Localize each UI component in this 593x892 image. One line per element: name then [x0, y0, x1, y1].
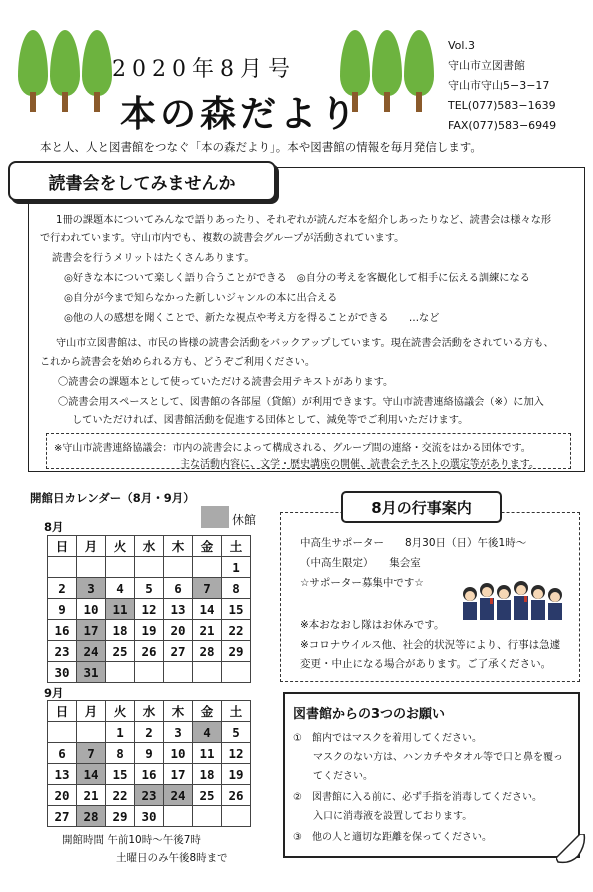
- event-covid-notice: ※コロナウイルス他、社会的状況等により、行事は急遽: [300, 639, 561, 651]
- calendar-week-row: [48, 557, 251, 578]
- book-club-line: 1冊の課題本についてみんなで語りあったり、それぞれが読んだ本を紹介しあったりなど、読書会は様々な形: [56, 215, 552, 226]
- calendar-week-row: [48, 641, 251, 662]
- request-detail: 入口に消毒液を設置しております。: [313, 811, 473, 822]
- august-label: 8月: [44, 520, 64, 534]
- event-recruit: ☆サポーター募集中です☆: [300, 577, 424, 589]
- calendar-day: 17: [164, 764, 193, 785]
- calendar-day: 22: [106, 785, 135, 806]
- calendar-day: 18: [193, 764, 222, 785]
- calendar-title: 開館日カレンダー（8月・9月）: [30, 491, 195, 505]
- calendar-day: 4: [106, 578, 135, 599]
- august-calendar: [47, 535, 251, 683]
- calendar-day: 20: [48, 785, 77, 806]
- calendar-day: 9: [48, 599, 77, 620]
- request-item: ① 館内ではマスクを着用してください。: [293, 733, 482, 744]
- calendar-day: 27: [164, 641, 193, 662]
- weekday-header-row: [48, 701, 251, 722]
- calendar-day: 16: [135, 764, 164, 785]
- association-note: ※守山市読書連絡協議会：市内の読書会によって構成される、グループ間の連絡・交流をはかる団体です。: [54, 443, 531, 454]
- book-club-heading: 読書会をしてみませんか: [8, 161, 276, 201]
- calendar-empty-day: [222, 662, 251, 683]
- page-curl-icon: [556, 834, 586, 864]
- calendar-week-row: [48, 785, 251, 806]
- library-tel: TEL(077)583−1639: [448, 99, 556, 112]
- calendar-day: 23: [48, 641, 77, 662]
- calendar-day: 12: [135, 599, 164, 620]
- calendar-day: 14: [193, 599, 222, 620]
- calendar-day: 14: [77, 764, 106, 785]
- calendar-day: 13: [164, 599, 193, 620]
- book-club-merit: ◎自分が今まで知らなかった新しいジャンルの本に出合える: [64, 293, 338, 304]
- calendar-week-row: [48, 743, 251, 764]
- calendar-day: 1: [106, 722, 135, 743]
- saturday-hours: 土曜日のみ午後8時まで: [116, 852, 228, 864]
- weekday-header: 水: [135, 536, 164, 557]
- association-note: 主な活動内容に、文学・歴史講座の開催、読書会テキストの選定等があります。: [180, 459, 539, 470]
- calendar-empty-day: [222, 806, 251, 827]
- calendar-day: 9: [135, 743, 164, 764]
- calendar-day: 6: [164, 578, 193, 599]
- weekday-header: 土: [222, 701, 251, 722]
- calendar-day: 3: [77, 578, 106, 599]
- calendar-day: 2: [135, 722, 164, 743]
- book-club-line: で行われています。守山市内でも、複数の読書会グループが活動されています。: [40, 233, 405, 244]
- opening-hours: 開館時間 午前10時〜午後7時: [62, 834, 201, 846]
- closed-legend-label: 休館: [232, 513, 257, 527]
- calendar-week-row: [48, 662, 251, 683]
- calendar-day: 8: [222, 578, 251, 599]
- calendar-day: 28: [193, 641, 222, 662]
- calendar-day: 25: [193, 785, 222, 806]
- calendar-empty-day: [164, 557, 193, 578]
- calendar-day: 11: [106, 599, 135, 620]
- tagline: 本と人、人と図書館をつなぐ「本の森だより」。本や図書館の情報を毎月発信します。: [40, 140, 482, 154]
- calendar-empty-day: [77, 722, 106, 743]
- calendar-day: 19: [135, 620, 164, 641]
- weekday-header: 火: [106, 536, 135, 557]
- calendar-day: 30: [135, 806, 164, 827]
- weekday-header: 火: [106, 701, 135, 722]
- calendar-day: 29: [106, 806, 135, 827]
- calendar-day: 17: [77, 620, 106, 641]
- calendar-day: 2: [48, 578, 77, 599]
- calendar-day: 30: [48, 662, 77, 683]
- calendar-empty-day: [106, 557, 135, 578]
- students-illustration: [460, 580, 568, 622]
- calendar-week-row: [48, 620, 251, 641]
- weekday-header-row: [48, 536, 251, 557]
- calendar-empty-day: [77, 557, 106, 578]
- calendar-empty-day: [48, 722, 77, 743]
- calendar-day: 28: [77, 806, 106, 827]
- tree-icon: [50, 30, 80, 112]
- weekday-header: 水: [135, 701, 164, 722]
- calendar-day: 7: [193, 578, 222, 599]
- calendar-week-row: [48, 764, 251, 785]
- weekday-header: 木: [164, 701, 193, 722]
- book-club-offer: 〇読書会用スペースとして、図書館の各部屋（貸館）が利用できます。守山市読書連絡協議会（※）に加入: [58, 397, 544, 408]
- calendar-day: 4: [193, 722, 222, 743]
- calendar-day: 11: [193, 743, 222, 764]
- issue-date: 2020年8月号: [112, 57, 296, 82]
- calendar-day: 15: [106, 764, 135, 785]
- request-item: ③ 他の人と適切な距離を保ってください。: [293, 832, 492, 843]
- calendar-day: 21: [193, 620, 222, 641]
- calendar-day: 15: [222, 599, 251, 620]
- request-detail: てください。: [313, 771, 373, 782]
- trees-left-illustration: [18, 30, 112, 112]
- weekday-header: 日: [48, 536, 77, 557]
- calendar-empty-day: [164, 662, 193, 683]
- calendar-week-row: [48, 722, 251, 743]
- weekday-header: 月: [77, 701, 106, 722]
- calendar-empty-day: [135, 557, 164, 578]
- calendar-empty-day: [193, 557, 222, 578]
- book-club-line: これから読書会を始められる方も、どうぞご利用ください。: [40, 357, 316, 368]
- book-club-merit: ◎他の人の感想を聞くことで、新たな視点や考え方を得ることができる …など: [64, 313, 440, 324]
- request-item: ② 図書館に入る前に、必ず手指を消毒してください。: [293, 792, 542, 803]
- calendar-empty-day: [193, 806, 222, 827]
- calendar-day: 24: [77, 641, 106, 662]
- event-target: （中高生限定） 集会室: [300, 557, 421, 569]
- weekday-header: 土: [222, 536, 251, 557]
- weekday-header: 金: [193, 701, 222, 722]
- calendar-day: 20: [164, 620, 193, 641]
- calendar-day: 10: [164, 743, 193, 764]
- calendar-day: 26: [135, 641, 164, 662]
- calendar-day: 21: [77, 785, 106, 806]
- tree-icon: [18, 30, 48, 112]
- calendar-day: 6: [48, 743, 77, 764]
- book-club-line: 守山市立図書館は、市民の皆様の読書会活動をバックアップしています。現在読書会活動をされている方も、: [56, 338, 554, 349]
- calendar-week-row: [48, 599, 251, 620]
- calendar-day: 10: [77, 599, 106, 620]
- library-address: 守山市守山5−3−17: [448, 79, 550, 92]
- weekday-header: 金: [193, 536, 222, 557]
- calendar-empty-day: [106, 662, 135, 683]
- library-info: [448, 36, 556, 136]
- calendar-empty-day: [164, 806, 193, 827]
- september-label: 9月: [44, 686, 64, 700]
- calendar-day: 16: [48, 620, 77, 641]
- calendar-day: 19: [222, 764, 251, 785]
- newsletter-title: 本の森だより: [120, 93, 361, 135]
- calendar-day: 24: [164, 785, 193, 806]
- book-club-merit: ◎好きな本について楽しく語り合うことができる ◎自分の考えを客観化して相手に伝える訓練になる: [64, 273, 530, 284]
- calendar-empty-day: [193, 662, 222, 683]
- calendar-day: 13: [48, 764, 77, 785]
- event-supporter: 中高生サポーター 8月30日（日）午後1時〜: [300, 537, 527, 549]
- calendar-day: 5: [135, 578, 164, 599]
- calendar-day: 5: [222, 722, 251, 743]
- calendar-day: 26: [222, 785, 251, 806]
- calendar-empty-day: [135, 662, 164, 683]
- calendar-day: 1: [222, 557, 251, 578]
- weekday-header: 日: [48, 701, 77, 722]
- requests-heading: 図書館からの3つのお願い: [293, 707, 446, 722]
- book-club-line: 読書会を行うメリットはたくさんあります。: [52, 253, 255, 264]
- library-name: 守山市立図書館: [448, 59, 525, 72]
- library-fax: FAX(077)583−6949: [448, 119, 557, 132]
- events-heading: 8月の行事案内: [341, 491, 502, 523]
- calendar-day: 8: [106, 743, 135, 764]
- weekday-header: 月: [77, 536, 106, 557]
- weekday-header: 木: [164, 536, 193, 557]
- tree-icon: [372, 30, 402, 112]
- calendar-day: 31: [77, 662, 106, 683]
- september-calendar: [47, 700, 251, 827]
- closed-legend-swatch: [201, 506, 229, 528]
- book-club-offer: 〇読書会の課題本として使っていただける読書会用テキストがあります。: [58, 377, 394, 388]
- calendar-empty-day: [48, 557, 77, 578]
- volume-number: Vol.3: [448, 39, 475, 52]
- tree-icon: [404, 30, 434, 112]
- request-detail: マスクのない方は、ハンカチやタオル等で口と鼻を覆っ: [313, 752, 563, 763]
- calendar-week-row: [48, 578, 251, 599]
- calendar-day: 27: [48, 806, 77, 827]
- calendar-day: 29: [222, 641, 251, 662]
- calendar-day: 18: [106, 620, 135, 641]
- tree-icon: [82, 30, 112, 112]
- calendar-day: 12: [222, 743, 251, 764]
- calendar-day: 25: [106, 641, 135, 662]
- event-covid-notice: 変更・中止になる場合があります。ご了承ください。: [300, 658, 552, 670]
- calendar-day: 7: [77, 743, 106, 764]
- calendar-day: 23: [135, 785, 164, 806]
- calendar-week-row: [48, 806, 251, 827]
- book-club-offer: していただければ、図書館活動を促進する団体として、減免等でご利用いただけます。: [72, 415, 469, 426]
- calendar-day: 3: [164, 722, 193, 743]
- calendar-day: 22: [222, 620, 251, 641]
- event-notice: ※本おなおし隊はお休みです。: [300, 619, 445, 631]
